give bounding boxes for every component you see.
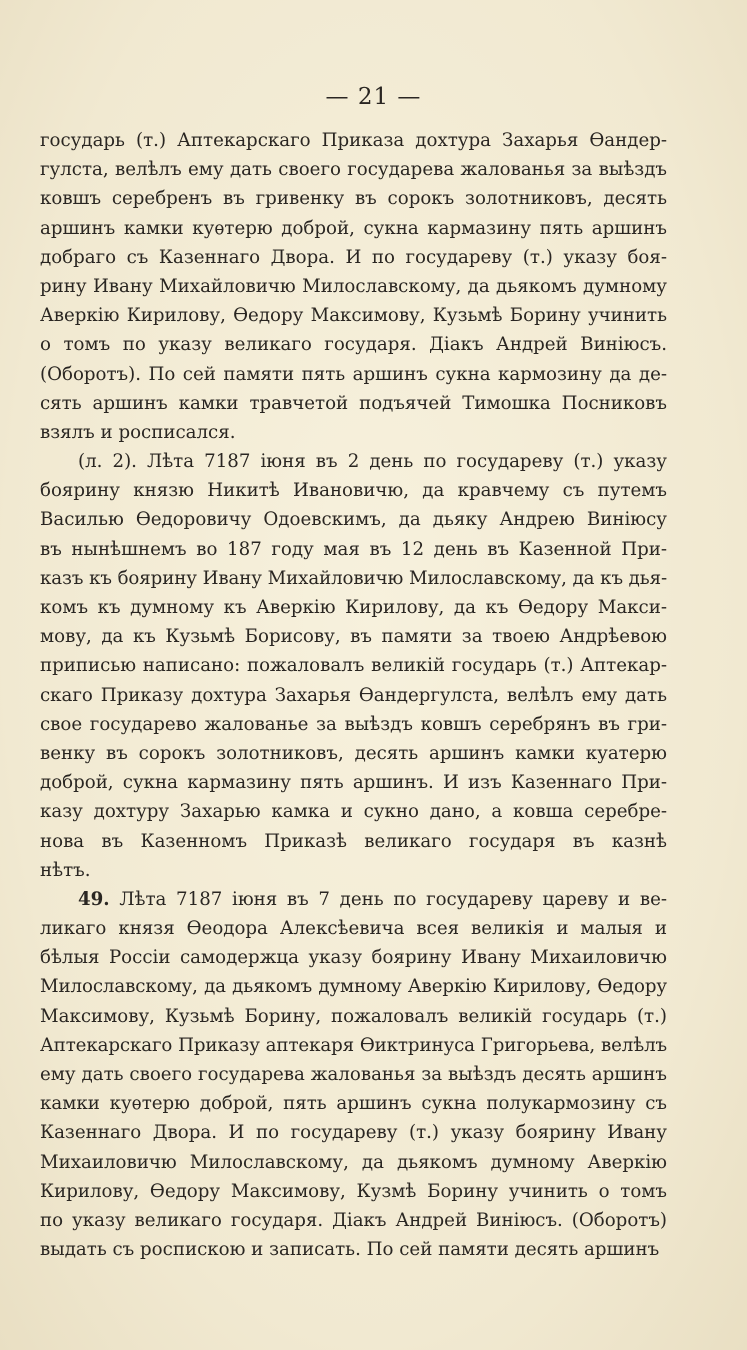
text-line: ковшъ серебренъ въ гривенку въ сорокъ золотниковъ, десять <box>40 188 667 210</box>
text-line: Максимову, Кузьмѣ Борину, пожаловалъ великій государь (т.) <box>40 1005 667 1027</box>
text-line: ему дать своего государева жалованья за выѣздъ десять аршинъ <box>40 1064 667 1085</box>
paragraph-2 <box>40 447 667 885</box>
text-line <box>40 885 667 914</box>
text-line: о томъ по указу великаго государя. Діакъ Андрей Виніюсъ. <box>40 334 667 356</box>
text-line: государь (т.) Аптекарскаго Приказа дохтура Захарья Ѳандер- <box>40 130 667 151</box>
text-line: скаго Приказу дохтура Захарья Ѳандергулста, велѣлъ ему дать <box>40 684 667 706</box>
paragraph-3 <box>40 885 667 1264</box>
text-line: доброй, сукна кармазину пять аршинъ. И изъ Казеннаго При- <box>40 772 667 794</box>
text-line: боярину князю Никитѣ Ивановичю, да кравчему съ путемъ <box>40 480 667 502</box>
entry-number: 49. <box>78 888 110 910</box>
body-text <box>40 126 667 1264</box>
text-line: (л. 2). Лѣта 7187 іюня въ 2 день по государеву (т.) указу <box>78 451 667 473</box>
text-line: рину Ивану Михайловичю Милославскому, да дьякомъ думному <box>40 275 667 297</box>
text-line: бѣлыя Россіи самодержца указу боярину Ивану Михаиловичю <box>40 947 667 969</box>
text-line: гулста, велѣлъ ему дать своего государева жалованья за выѣздъ <box>40 159 667 181</box>
text-line: казъ къ боярину Ивану Михайловичю Милославскому, да къ дья- <box>40 567 667 589</box>
page-number: — 21 — <box>325 84 422 110</box>
text-line: Казеннаго Двора. И по государеву (т.) указу боярину Ивану <box>40 1122 667 1144</box>
text-line: Кирилову, Ѳедору Максимову, Кузмѣ Борину учинить о томъ <box>40 1180 667 1202</box>
text-line: по указу великаго государя. Діакъ Андрей Виніюсъ. (Оборотъ) <box>40 1209 667 1231</box>
text-line: Аптекарскаго Приказу аптекаря Ѳиктринуса Григорьева, велѣлъ <box>40 1034 667 1056</box>
paragraph-1 <box>40 126 667 447</box>
text-line: Василью Ѳедоровичу Одоевскимъ, да дьяку Андрею Виніюсу <box>40 509 667 531</box>
entry-first-line: Лѣта 7187 іюня въ 7 день по государеву цареву и ве- <box>109 888 667 910</box>
text-line: въ нынѣшнемъ во 187 году мая въ 12 день въ Казенной При- <box>40 538 667 560</box>
text-line: ликаго князя Ѳеодора Алексѣевича всея великія и малыя и <box>40 918 667 940</box>
text-line: нова въ Казенномъ Приказѣ великаго государя въ казнѣ <box>40 830 667 852</box>
text-line: казу дохтуру Захарью камка и сукно дано, а ковша серебре- <box>40 801 667 823</box>
text-line: мову, да къ Кузьмѣ Борисову, въ памяти за твоею Андрѣевою <box>40 626 667 648</box>
text-line: комъ къ думному къ Аверкію Кирилову, да къ Ѳедору Макси- <box>40 597 667 618</box>
text-line: сять аршинъ камки травчетой подъячей Тимошка Посниковъ <box>40 392 667 414</box>
text-line: аршинъ камки куѳтерю доброй, сукна кармазину пять аршинъ <box>40 217 667 239</box>
text-line: Михаиловичю Милославскому, да дьякомъ думному Аверкію <box>40 1151 667 1173</box>
text-line: венку въ сорокъ золотниковъ, десять аршинъ камки куатерю <box>40 742 667 764</box>
text-line: взялъ и росписался. <box>40 421 236 443</box>
text-line: добраго съ Казеннаго Двора. И по государеву (т.) указу боя- <box>40 246 667 268</box>
text-line: нѣтъ. <box>40 859 91 881</box>
text-line: камки куѳтерю доброй, пять аршинъ сукна полукармозину съ <box>40 1093 667 1115</box>
text-line: приписью написано: пожаловалъ великій государь (т.) Аптекар- <box>40 655 667 677</box>
text-line: (Оборотъ). По сей памяти пять аршинъ сукна кармозину да де- <box>40 363 667 385</box>
text-line: Аверкію Кирилову, Ѳедору Максимову, Кузьмѣ Борину учинить <box>40 305 667 327</box>
text-line: свое государево жалованье за выѣздъ ковшъ серебрянъ въ гри- <box>40 713 667 735</box>
text-line: выдать съ роспискою и записать. По сей памяти десять аршинъ <box>40 1239 660 1261</box>
text-line: Милославскому, да дьякомъ думному Аверкію Кирилову, Ѳедору <box>40 976 667 998</box>
